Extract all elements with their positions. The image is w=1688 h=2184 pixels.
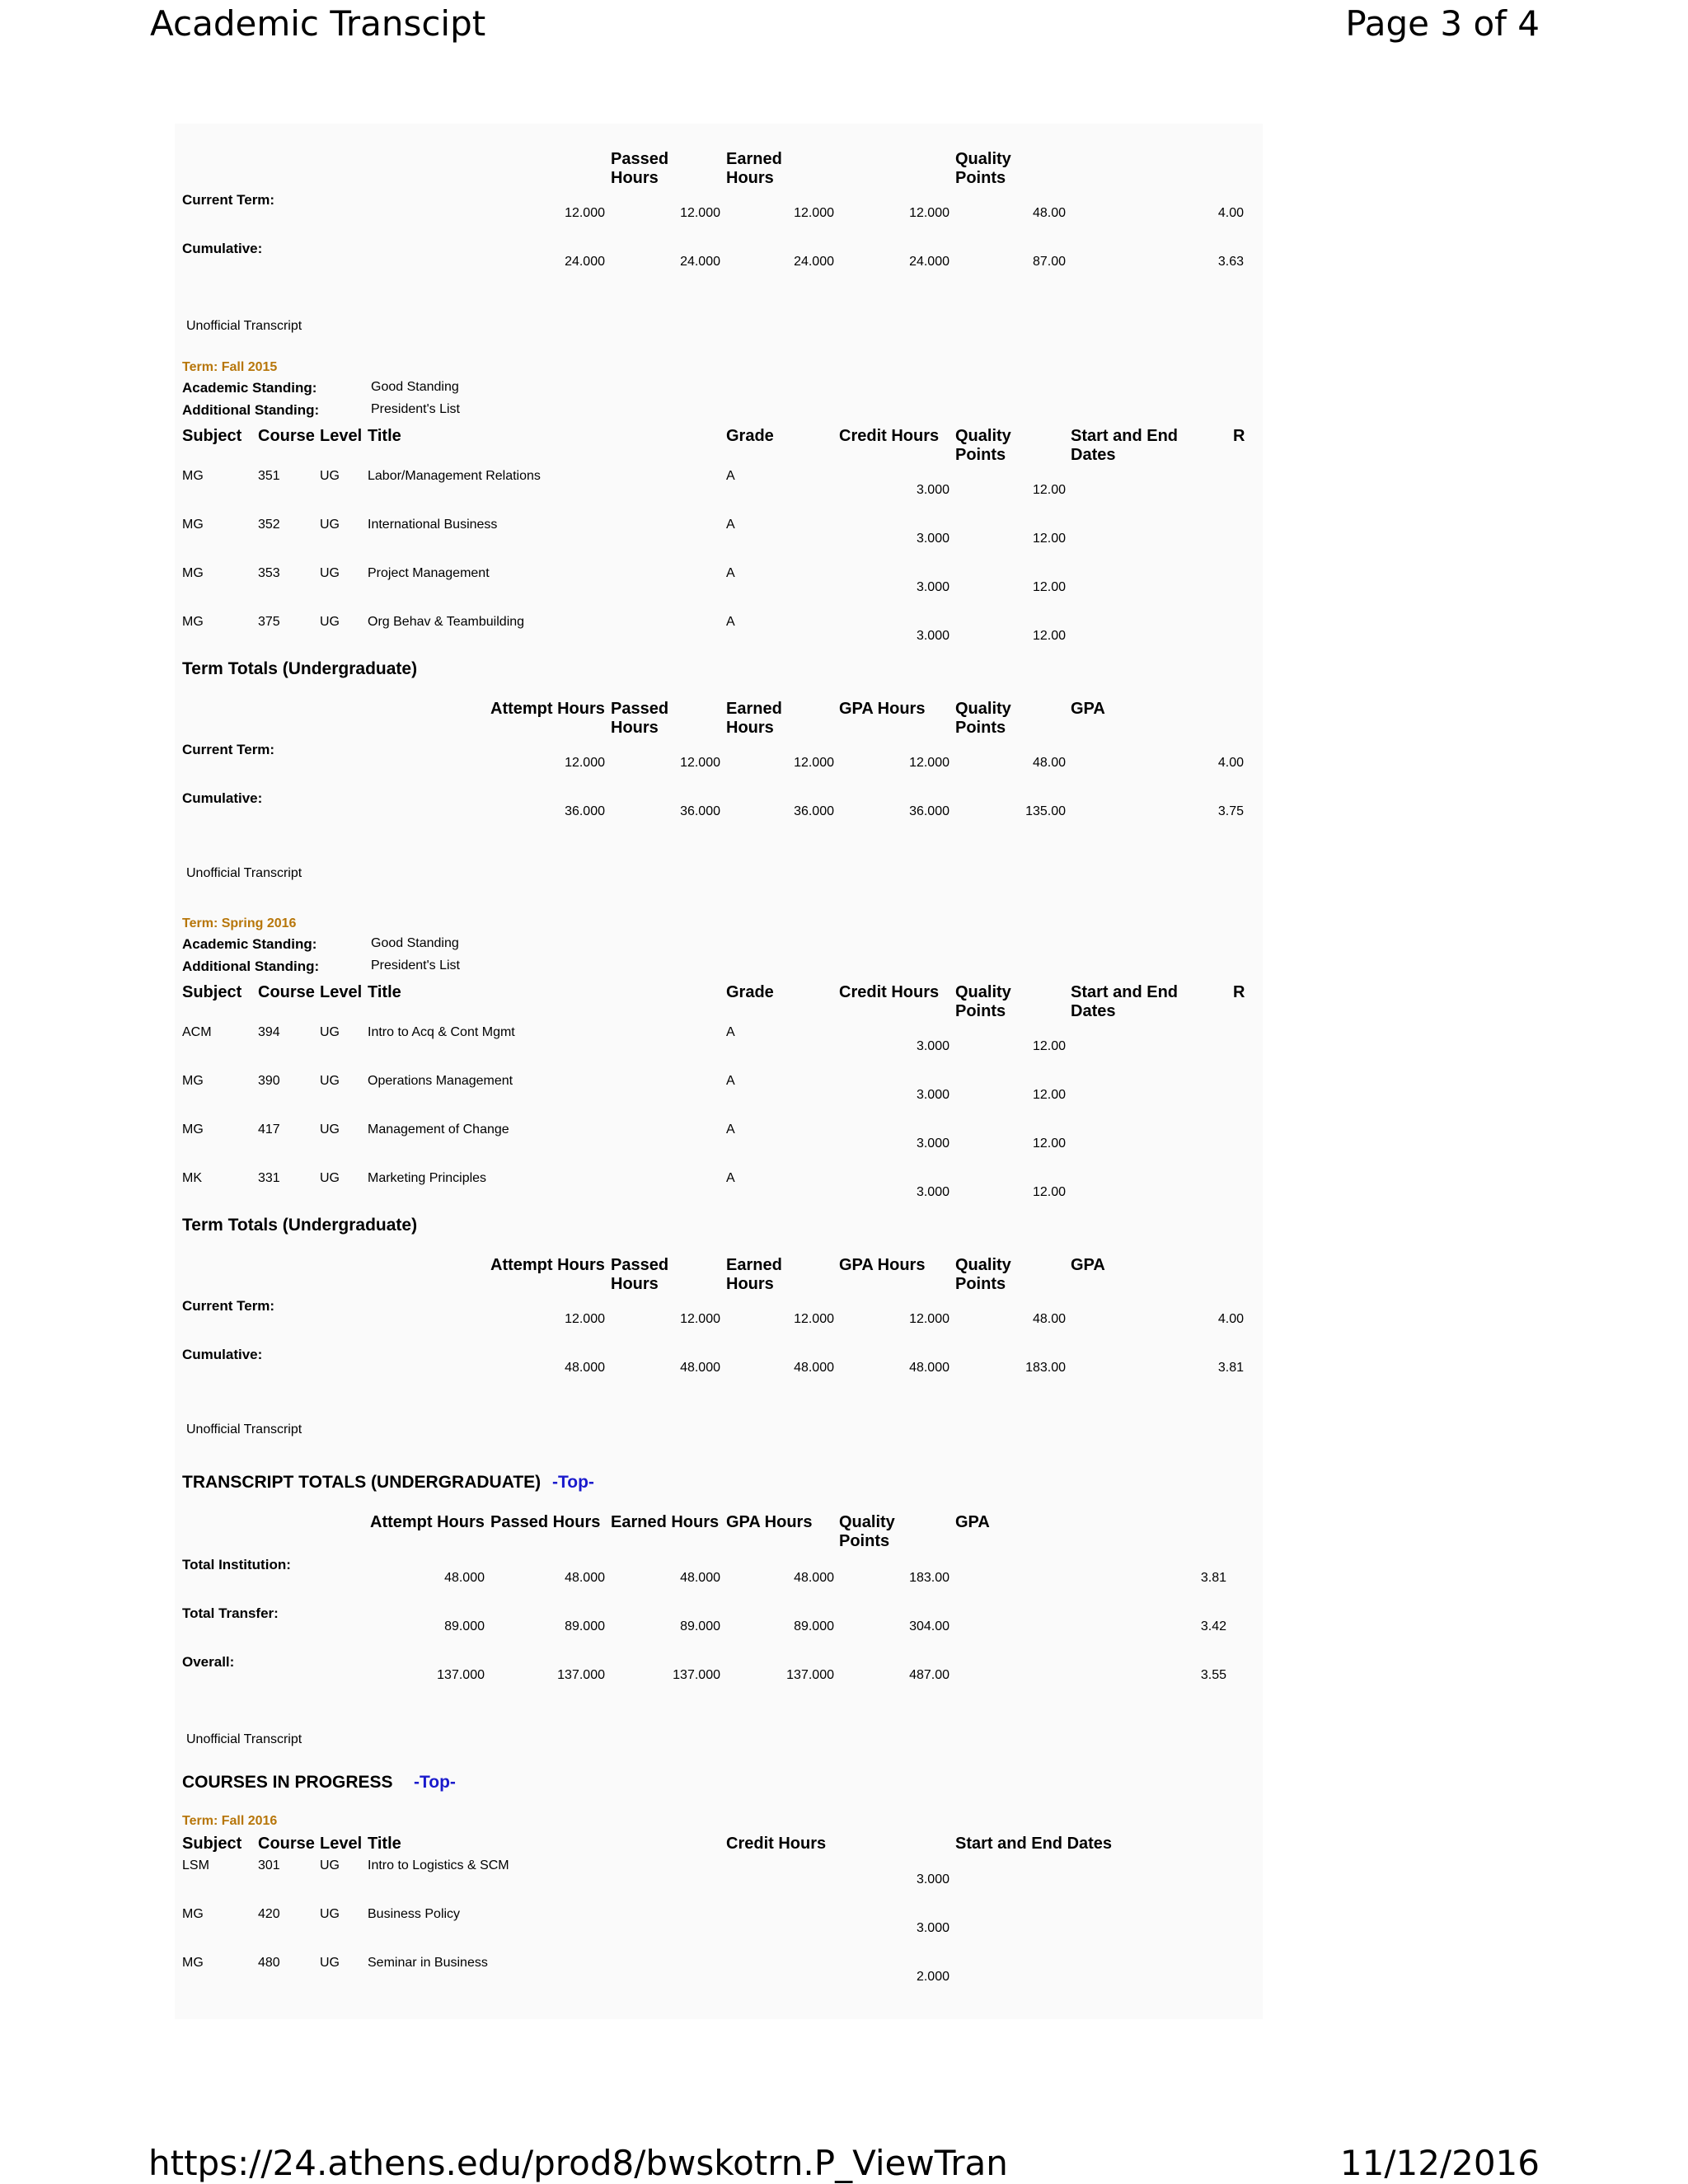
cumulative-value: 24.000 (565, 255, 605, 269)
top-link[interactable]: -Top- (414, 1773, 456, 1792)
transcript-total-value: 137.000 (557, 1668, 605, 1682)
course-grade: A (726, 1122, 735, 1137)
col-header-level: Level (320, 1835, 363, 1853)
col-header-gpa-hours: GPA Hours (839, 1256, 926, 1274)
col-header-subject: Subject (182, 427, 242, 445)
cumulative-value: 36.000 (794, 804, 834, 818)
course-subject: MG (182, 566, 204, 580)
course-grade: A (726, 1025, 735, 1039)
unofficial-transcript-note: Unofficial Transcript (186, 1732, 302, 1746)
current-term-value: 12.000 (680, 206, 720, 220)
transcript-total-value: 137.000 (786, 1668, 834, 1682)
transcript-total-value: 48.000 (680, 1571, 720, 1585)
transcript-total-value: 183.00 (909, 1571, 950, 1585)
additional-standing-label: Additional Standing: (182, 402, 320, 418)
current-term-value: 12.000 (794, 1312, 834, 1326)
col-header-attempt-hours: Attempt Hours (490, 700, 605, 718)
course-credit-hours: 2.000 (916, 1970, 950, 1984)
cumulative-value: 36.000 (680, 804, 720, 818)
additional-standing-label: Additional Standing: (182, 958, 320, 974)
transcript-total-value: 48.000 (444, 1571, 485, 1585)
current-term-value: 4.00 (1217, 1312, 1244, 1326)
course-quality-points: 12.00 (1032, 532, 1066, 546)
course-level: UG (320, 1858, 340, 1872)
transcript-total-value: 89.000 (794, 1619, 834, 1633)
current-term-value: 12.000 (680, 756, 720, 770)
transcript-total-label: Total Institution: (182, 1557, 291, 1572)
course-number: 352 (258, 518, 280, 532)
col-header-quality-points: Quality Points (955, 983, 1011, 1020)
col-header-start-end-dates: Start and End Dates (1071, 427, 1179, 464)
transcript-total-value: 487.00 (909, 1668, 950, 1682)
current-term-value: 12.000 (565, 1312, 605, 1326)
col-header-title: Title (368, 1835, 401, 1853)
course-title: International Business (368, 518, 498, 532)
course-title: Management of Change (368, 1122, 509, 1137)
cumulative-value: 135.00 (1025, 804, 1066, 818)
academic-standing-value: Good Standing (371, 380, 459, 394)
course-credit-hours: 3.000 (916, 1088, 950, 1102)
course-subject: MG (182, 1956, 204, 1970)
course-title: Marketing Principles (368, 1171, 487, 1185)
document-title: Academic Transcipt (150, 3, 486, 44)
current-term-value: 12.000 (909, 1312, 950, 1326)
course-quality-points: 12.00 (1032, 1088, 1066, 1102)
course-subject: MG (182, 1122, 204, 1137)
col-header-earned-hours: Earned Hours (611, 1513, 720, 1531)
current-term-value: 12.000 (909, 206, 950, 220)
cumulative-value: 183.00 (1025, 1361, 1066, 1375)
course-level: UG (320, 1171, 340, 1185)
course-credit-hours: 3.000 (916, 532, 950, 546)
current-term-value: 12.000 (565, 206, 605, 220)
course-level: UG (320, 1025, 340, 1039)
col-header-credit-hours: Credit Hours (726, 1835, 827, 1853)
course-number: 353 (258, 566, 280, 580)
course-title: Project Management (368, 566, 490, 580)
current-term-label: Current Term: (182, 742, 275, 757)
course-number: 301 (258, 1858, 280, 1872)
col-header-r: R (1233, 983, 1245, 1001)
course-credit-hours: 3.000 (916, 1872, 950, 1886)
transcript-total-value: 89.000 (680, 1619, 720, 1633)
cumulative-value: 24.000 (794, 255, 834, 269)
page-url: https://24.athens.edu/prod8/bwskotrn.P_ViewTran (148, 2143, 1008, 2183)
term-heading: Term: Spring 2016 (182, 916, 297, 930)
col-header-grade: Grade (726, 983, 774, 1001)
cumulative-value: 48.000 (565, 1361, 605, 1375)
col-header-passed-hours: Passed Hours (611, 700, 669, 737)
col-header-course: Course (258, 1835, 315, 1853)
cumulative-value: 36.000 (909, 804, 950, 818)
col-header-quality-points: Quality Points (955, 427, 1011, 464)
course-number: 331 (258, 1171, 280, 1185)
col-header-attempt-hours: Attempt Hours (490, 1256, 605, 1274)
col-header-earned-hours: Earned Hours (726, 700, 782, 737)
col-header-level: Level (320, 427, 363, 445)
course-level: UG (320, 1074, 340, 1088)
course-credit-hours: 3.000 (916, 629, 950, 643)
transcript-total-value: 3.81 (1200, 1571, 1226, 1585)
cumulative-value: 48.000 (794, 1361, 834, 1375)
top-link[interactable]: -Top- (552, 1473, 594, 1492)
course-number: 417 (258, 1122, 280, 1137)
term-totals-heading: Term Totals (Undergraduate) (182, 1216, 418, 1235)
course-number: 375 (258, 615, 280, 629)
course-title: Operations Management (368, 1074, 513, 1088)
col-header-title: Title (368, 427, 401, 445)
course-title: Seminar in Business (368, 1956, 488, 1970)
cumulative-value: 36.000 (565, 804, 605, 818)
current-term-value: 48.00 (1032, 756, 1066, 770)
academic-standing-label: Academic Standing: (182, 380, 317, 396)
current-term-label: Current Term: (182, 192, 275, 208)
course-subject: MG (182, 469, 204, 483)
col-header-subject: Subject (182, 1835, 242, 1853)
course-subject: MG (182, 1074, 204, 1088)
course-credit-hours: 3.000 (916, 1137, 950, 1151)
additional-standing-value: President's List (371, 402, 460, 416)
cumulative-label: Cumulative: (182, 241, 263, 256)
course-credit-hours: 3.000 (916, 1039, 950, 1053)
course-level: UG (320, 1907, 340, 1921)
course-quality-points: 12.00 (1032, 1185, 1066, 1199)
term-heading: Term: Fall 2016 (182, 1814, 278, 1828)
course-title: Business Policy (368, 1907, 461, 1921)
col-header-subject: Subject (182, 983, 242, 1001)
transcript-total-value: 3.42 (1200, 1619, 1226, 1633)
course-level: UG (320, 566, 340, 580)
col-header-earned-hours: Earned Hours (726, 150, 782, 187)
course-number: 480 (258, 1956, 280, 1970)
col-header-quality-points: Quality Points (955, 150, 1011, 187)
term-totals-heading: Term Totals (Undergraduate) (182, 659, 418, 678)
col-header-passed-hours: Passed Hours (611, 1256, 669, 1293)
course-grade: A (726, 1171, 735, 1185)
course-number: 351 (258, 469, 280, 483)
col-header-credit-hours: Credit Hours (839, 427, 940, 445)
cumulative-label: Cumulative: (182, 1347, 263, 1362)
unofficial-transcript-note: Unofficial Transcript (186, 319, 302, 333)
course-credit-hours: 3.000 (916, 1185, 950, 1199)
course-subject: MG (182, 615, 204, 629)
course-quality-points: 12.00 (1032, 629, 1066, 643)
print-date: 11/12/2016 (1339, 2143, 1540, 2183)
term-heading: Term: Fall 2015 (182, 360, 278, 374)
transcript-total-value: 3.55 (1200, 1668, 1226, 1682)
col-header-level: Level (320, 983, 363, 1001)
course-subject: MK (182, 1171, 202, 1185)
cumulative-value: 3.75 (1217, 804, 1244, 818)
cumulative-value: 24.000 (680, 255, 720, 269)
course-subject: MG (182, 518, 204, 532)
course-title: Labor/Management Relations (368, 469, 541, 483)
course-subject: MG (182, 1907, 204, 1921)
course-title: Org Behav & Teambuilding (368, 615, 525, 629)
course-level: UG (320, 1956, 340, 1970)
current-term-value: 4.00 (1217, 756, 1244, 770)
col-header-gpa: GPA (955, 1513, 990, 1531)
course-number: 420 (258, 1907, 280, 1921)
col-header-quality-points: Quality Points (955, 1256, 1011, 1293)
transcript-total-value: 48.000 (565, 1571, 605, 1585)
col-header-title: Title (368, 983, 401, 1001)
col-header-passed-hours: Passed Hours (611, 150, 669, 187)
course-credit-hours: 3.000 (916, 580, 950, 594)
col-header-start-end-dates: Start and End Dates (955, 1835, 1113, 1853)
col-header-quality-points: Quality Points (839, 1513, 895, 1550)
transcript-total-value: 137.000 (437, 1668, 485, 1682)
course-credit-hours: 3.000 (916, 483, 950, 497)
page-number: Page 3 of 4 (1345, 3, 1540, 44)
current-term-value: 12.000 (794, 756, 834, 770)
col-header-attempt-hours: Attempt Hours (370, 1513, 485, 1531)
unofficial-transcript-note: Unofficial Transcript (186, 866, 302, 880)
current-term-value: 48.00 (1032, 206, 1066, 220)
course-grade: A (726, 615, 735, 629)
col-header-credit-hours: Credit Hours (839, 983, 940, 1001)
col-header-course: Course (258, 427, 315, 445)
cumulative-value: 3.63 (1217, 255, 1244, 269)
cumulative-label: Cumulative: (182, 790, 263, 806)
cumulative-value: 48.000 (680, 1361, 720, 1375)
col-header-gpa-hours: GPA Hours (839, 700, 926, 718)
course-number: 394 (258, 1025, 280, 1039)
current-term-value: 12.000 (680, 1312, 720, 1326)
current-term-value: 4.00 (1217, 206, 1244, 220)
transcript-panel (175, 124, 1263, 2019)
col-header-quality-points: Quality Points (955, 700, 1011, 737)
transcript-total-value: 48.000 (794, 1571, 834, 1585)
transcript-total-value: 137.000 (673, 1668, 720, 1682)
col-header-grade: Grade (726, 427, 774, 445)
current-term-value: 12.000 (565, 756, 605, 770)
course-number: 390 (258, 1074, 280, 1088)
cumulative-value: 3.81 (1217, 1361, 1244, 1375)
col-header-course: Course (258, 983, 315, 1001)
course-level: UG (320, 469, 340, 483)
col-header-r: R (1233, 427, 1245, 445)
course-title: Intro to Logistics & SCM (368, 1858, 509, 1872)
transcript-totals-heading: TRANSCRIPT TOTALS (UNDERGRADUATE) (182, 1473, 542, 1492)
current-term-value: 12.000 (909, 756, 950, 770)
course-quality-points: 12.00 (1032, 580, 1066, 594)
unofficial-transcript-note: Unofficial Transcript (186, 1422, 302, 1436)
course-grade: A (726, 1074, 735, 1088)
col-header-earned-hours: Earned Hours (726, 1256, 782, 1293)
course-quality-points: 12.00 (1032, 1039, 1066, 1053)
additional-standing-value: President's List (371, 958, 460, 972)
col-header-gpa-hours: GPA Hours (726, 1513, 813, 1531)
course-credit-hours: 3.000 (916, 1921, 950, 1935)
transcript-total-value: 89.000 (565, 1619, 605, 1633)
courses-in-progress-heading: COURSES IN PROGRESS (182, 1773, 393, 1792)
col-header-start-end-dates: Start and End Dates (1071, 983, 1179, 1020)
academic-standing-value: Good Standing (371, 936, 459, 950)
current-term-value: 48.00 (1032, 1312, 1066, 1326)
cumulative-value: 24.000 (909, 255, 950, 269)
transcript-total-value: 304.00 (909, 1619, 950, 1633)
course-grade: A (726, 469, 735, 483)
course-grade: A (726, 518, 735, 532)
transcript-total-value: 89.000 (444, 1619, 485, 1633)
transcript-total-label: Overall: (182, 1654, 235, 1670)
course-level: UG (320, 1122, 340, 1137)
course-level: UG (320, 615, 340, 629)
course-grade: A (726, 566, 735, 580)
current-term-label: Current Term: (182, 1298, 275, 1314)
cumulative-value: 48.000 (909, 1361, 950, 1375)
course-quality-points: 12.00 (1032, 483, 1066, 497)
transcript-total-label: Total Transfer: (182, 1605, 279, 1621)
academic-standing-label: Academic Standing: (182, 936, 317, 952)
course-quality-points: 12.00 (1032, 1137, 1066, 1151)
course-title: Intro to Acq & Cont Mgmt (368, 1025, 515, 1039)
cumulative-value: 87.00 (1032, 255, 1066, 269)
course-subject: LSM (182, 1858, 209, 1872)
col-header-gpa: GPA (1071, 700, 1105, 718)
col-header-gpa: GPA (1071, 1256, 1105, 1274)
course-level: UG (320, 518, 340, 532)
course-subject: ACM (182, 1025, 212, 1039)
col-header-passed-hours: Passed Hours (490, 1513, 601, 1531)
current-term-value: 12.000 (794, 206, 834, 220)
